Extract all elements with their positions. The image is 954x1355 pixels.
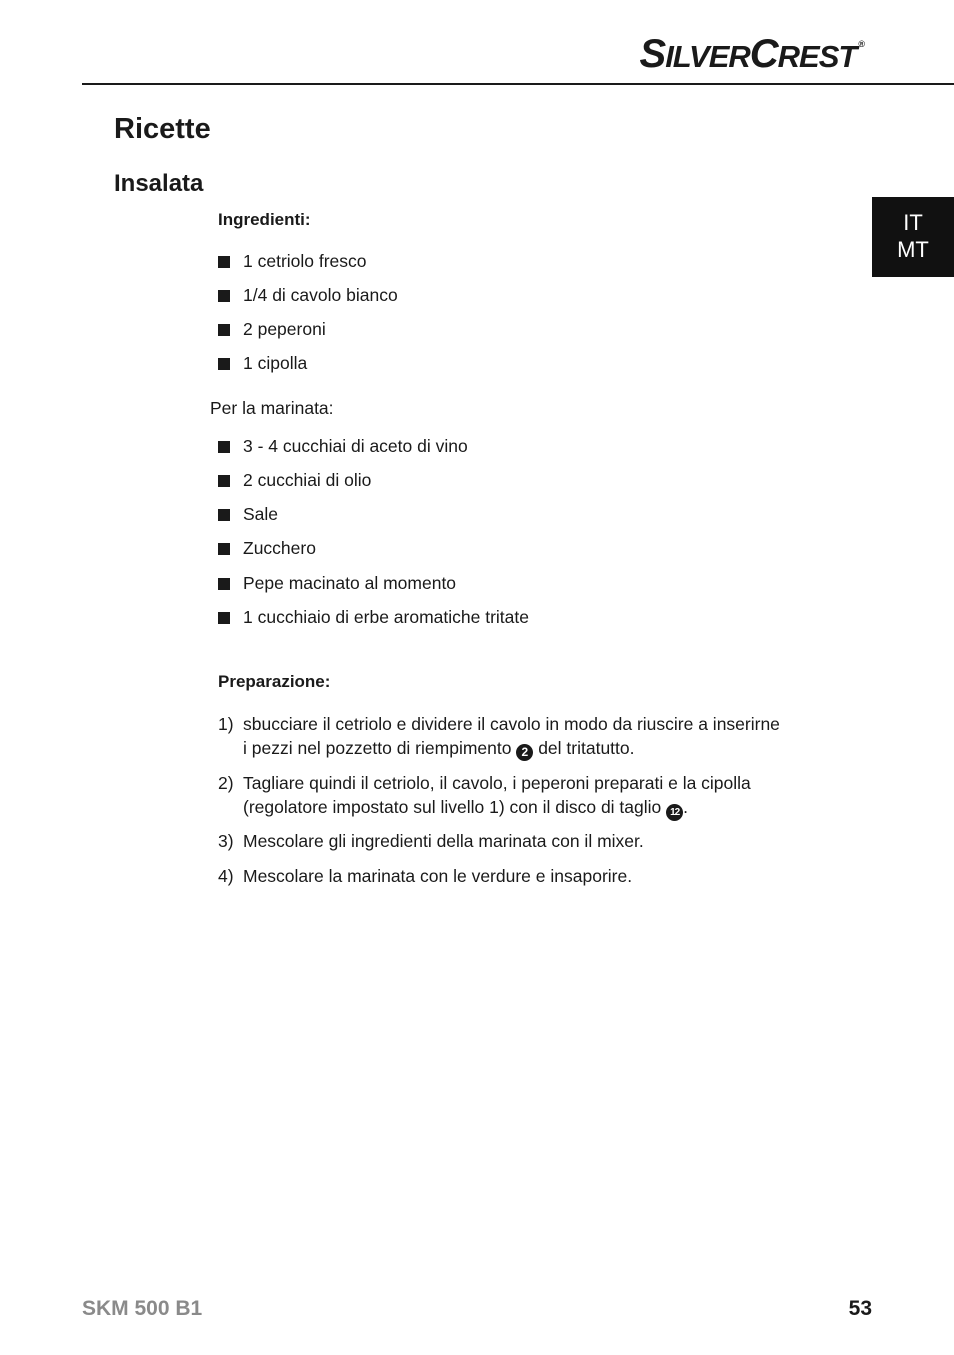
square-bullet-icon — [218, 612, 230, 624]
language-tab — [872, 197, 954, 277]
square-bullet-icon — [218, 256, 230, 268]
page-title: Ricette — [114, 113, 211, 145]
square-bullet-icon — [218, 441, 230, 453]
ref-number-icon: 2 — [516, 744, 533, 761]
page-number: 53 — [848, 1297, 872, 1320]
ingredients-label: Ingredienti: — [218, 210, 311, 229]
header-rule — [82, 83, 954, 85]
square-bullet-icon — [218, 509, 230, 521]
square-bullet-icon — [218, 358, 230, 370]
lang-mt: MT — [897, 237, 929, 262]
ref-number-icon: 12 — [666, 804, 683, 821]
square-bullet-icon — [218, 543, 230, 555]
square-bullet-icon — [218, 578, 230, 590]
square-bullet-icon — [218, 475, 230, 487]
marinade-label: Per la marinata: — [210, 398, 334, 418]
lang-it: IT — [903, 210, 923, 235]
square-bullet-icon — [218, 290, 230, 302]
silvercrest-logo: SILVERCREST ® — [639, 32, 864, 76]
preparation-label: Preparazione: — [218, 672, 331, 691]
footer-model: SKM 500 B1 — [82, 1297, 203, 1320]
square-bullet-icon — [218, 324, 230, 336]
section-title: Insalata — [114, 170, 204, 197]
